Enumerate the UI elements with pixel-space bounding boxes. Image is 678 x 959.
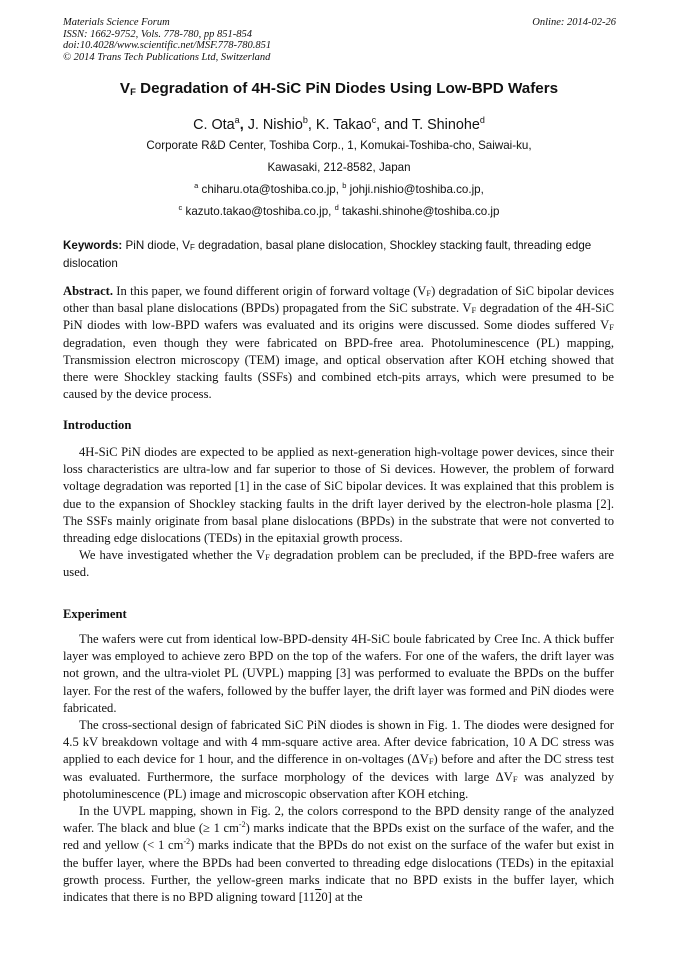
paragraph: We have investigated whether the $V_F$ degradation problem can be precluded, if the BPD-free wafers are used. [63, 548, 614, 580]
paragraph: The cross-sectional design of fabricated SiC PiN diodes is shown in Fig. 1. The diodes were designed for 4.5 kV breakdown voltage and with 4 mm-square active area. After device fabrication, 10 A DC stress was applied to each device for 1 hour, and the difference in on-voltages $(\Delta V_F)$ before and after the DC stress test was evaluated. Furthermore, the surface morphology of the devices with large $\Delta V_F$ was analyzed by photoluminescence (PL) image and microscopic observation after KOH etching. [63, 718, 615, 801]
author: K. Takao [315, 117, 372, 133]
abstract-label: Abstract. [63, 284, 114, 298]
email-link[interactable]: chiharu.ota@toshiba.co.jp, [201, 183, 339, 196]
section-heading-introduction: Introduction [63, 418, 132, 432]
keywords: Keywords: PiN diode, $V_F$ degradation, basal plane dislocation, Shockley stacking fault, threading edge dislocation [63, 239, 592, 270]
overlined-index: 2 [315, 890, 322, 905]
paragraph: The wafers were cut from identical low-BPD-density 4H-SiC boule fabricated by Cree Inc. A thick buffer layer was employed to achieve zero BPD on the top of the wafers. For one of the wafers, the drift layer was not grown, and the ultra-violet PL (UVPL) mapping [3] was performed to evaluate the BPDs on the buffer layer. For the rest of the wafers, followed by the buffer layer, the drift layer was formed and PiN diodes were fabricated. [63, 632, 614, 715]
affiliation-line-2: Kawasaki, 212-8582, Japan [267, 161, 411, 174]
author-list: C. Ota$^a$, J. Nishio$^b$, K. Takao$^c$, and T. Shinohe$^d$ [193, 115, 485, 133]
email-link[interactable]: takashi.shinohe@toshiba.co.jp [342, 205, 500, 218]
introduction-body [63, 444, 614, 582]
abstract [63, 283, 614, 403]
running-header [63, 17, 271, 63]
author: J. Nishio [247, 117, 303, 133]
abstract-paragraph: Abstract. In this paper, we found different origin of forward voltage $(V_F)$ degradation of SiC bipolar devices other than basal plane dislocations (BPDs) propagated from the SiC substrate. $V_F$ degradation of the 4H-SiC PiN diodes with low-BPD wafers was evaluated and its origins were discussed. Some diodes suffered $V_F$ degradation, even though they were fabricated on BPD-free area. Photoluminescence (PL) mapping, Transmission electron microscopy (TEM) image, and optical observation after KOH etching showed that there were Shockley stacking faults (SSFs) and combined etch-pits arrays, which were presumed to be caused by the device process. [63, 284, 615, 402]
keywords-label: Keywords: [63, 239, 123, 252]
paragraph: 4H-SiC PiN diodes are expected to be applied as next-generation high-voltage power devices, since their loss characteristics are ultra-low and far superior to those of Si devices. However, the problem of forward voltage degradation was reported [1] in the case of SiC bipolar devices. It was explained that this problem is due to the expansion of Shockley stacking faults in the drift layer derived by the electron-hole plasma [2]. The SSFs mainly originate from basal plane dislocations (BPDs) in the substrate that were not converted to threading edge dislocations (TEDs) in the epitaxial growth process. [63, 445, 614, 546]
copyright-line: © 2014 Trans Tech Publications Ltd, Switzerland [63, 51, 271, 63]
email-line-1: $^a$ chiharu.ota@toshiba.co.jp, $^b$ johji.nishio@toshiba.co.jp, [194, 181, 484, 196]
paper-title: $V_F$ Degradation of 4H-SiC PiN Diodes Using Low-BPD Wafers [119, 80, 559, 98]
author: C. Ota [193, 117, 235, 133]
section-heading-experiment: Experiment [63, 607, 127, 621]
affiliation-line-1: Corporate R&D Center, Toshiba Corp., 1, Komukai-Toshiba-cho, Saiwai-ku, [146, 139, 532, 152]
online-date: Online: 2014-02-26 [532, 17, 616, 28]
journal-name: Materials Science Forum [63, 17, 170, 28]
email-line-2: $^c$ kazuto.takao@toshiba.co.jp, $^d$ takashi.shinohe@toshiba.co.jp [178, 203, 500, 218]
author: T. Shinohe [411, 117, 480, 133]
experiment-body [63, 631, 614, 906]
email-link[interactable]: kazuto.takao@toshiba.co.jp, [185, 205, 332, 218]
doi-line: doi:10.4028/www.scientific.net/MSF.778-780.851 [63, 40, 272, 52]
email-link[interactable]: johji.nishio@toshiba.co.jp, [349, 183, 484, 196]
paragraph: In the UVPL mapping, shown in Fig. 2, the colors correspond to the BPD density range of the analyzed wafer. The black and blue (≥ 1 $cm^{-2}$) marks indicate that the BPDs exist on the surface of the wafer, and the red and yellow (< 1 $cm^{-2}$) marks indicate that the BPDs do not exist on the surface of the wafer but exist in the buffer layer, where the BPDs had been converted to threading edge dislocations (TEDs) in the epitaxial growth process. Further, the yellow-green marks indicate that no BPD exists in the buffer layer, which indicates that there is no BPD aligning toward [1120] at the [63, 804, 615, 905]
issn-line: ISSN: 1662-9752, Vols. 778-780, pp 851-854 [63, 28, 252, 40]
